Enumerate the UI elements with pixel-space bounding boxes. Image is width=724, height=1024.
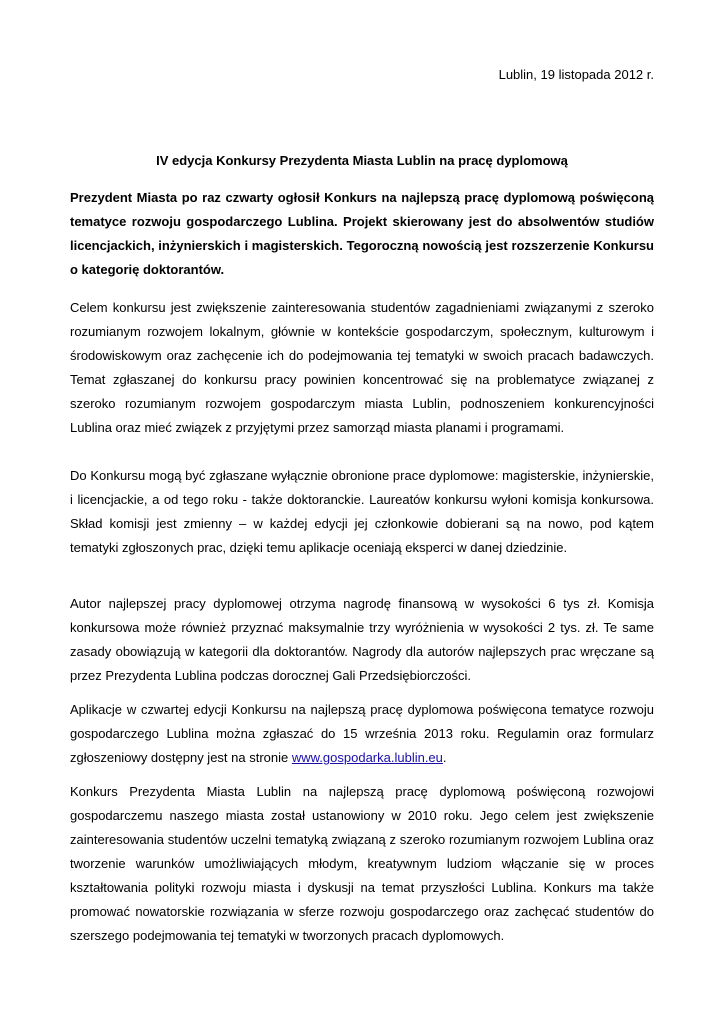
lead-paragraph: Prezydent Miasta po raz czwarty ogłosił Konkurs na najlepszą pracę dyplomową poświęconą tematyce rozwoju gospodarczego Lublina. Projekt skierowany jest do absolwentów studiów licencjackich, inżynierskich i magisterskich. Tegoroczną nowością jest rozszerzenie Konkursu o kategorię doktorantów. [70, 190, 654, 277]
prize-paragraph: Autor najlepszej pracy dyplomowej otrzyma nagrodę finansową w wysokości 6 tys zł. Komisja konkursowa może również przyznać maksymalnie trzy wyróżnienia w wysokości 2 tys. zł. Te same zasady obowiązują w kategorii dla doktorantów. Nagrody dla autorów najlepszych prac wręczane są przez Prezydenta Lublina podczas dorocznej Gali Przedsiębiorczości. [70, 596, 654, 683]
document-title: IV edycja Konkursy Prezydenta Miasta Lublin na pracę dyplomową [156, 153, 568, 168]
application-paragraph [70, 698, 654, 770]
date-line: Lublin, 19 listopada 2012 r. [498, 67, 654, 82]
application-text-end: . [442, 750, 447, 765]
gospodarka-link[interactable]: www.gospodarka.lublin.eu [291, 750, 443, 765]
eligible-works-paragraph: Do Konkursu mogą być zgłaszane wyłącznie obronione prace dyplomowe: magisterskie, inżynierskie, i licencjackie, a od tego roku - także doktoranckie. Laureatów konkursu wyłoni komisja konkursowa. Skład komisji jest zmienny – w każdej edycji jej członkowie dobierani są na nowo, pod kątem tematyki zgłoszonych prac, dzięki temu aplikacje oceniają eksperci w danej dziedzinie. [70, 468, 654, 555]
history-paragraph: Konkurs Prezydenta Miasta Lublin na najlepszą pracę dyplomową poświęconą rozwojowi gospodarczemu naszego miasta został ustanowiony w 2010 roku. Jego celem jest zwiększenie zainteresowania studentów uczelni tematyką związaną z szeroko rozumianym rozwojem Lublina oraz tworzenie warunków umożliwiających młodym, kreatywnym ludziom włączanie się w proces kształtowania polityki rozwoju miasta i dyskusji na temat przyszłości Lublina. Konkurs ma także promować nowatorskie rozwiązania w sferze rozwoju gospodarczego oraz zachęcać studentów do szerszego podejmowania tej tematyki w tworzonych pracach dyplomowych. [70, 784, 654, 943]
application-text: Aplikacje w czwartej edycji Konkursu na najlepszą pracę dyplomowa poświęcona tematyce rozwoju gospodarczego Lublina można zgłaszać do 15 września 2013 roku. Regulamin oraz formularz zgłoszeniowy dostępny jest na stronie [70, 702, 654, 765]
goal-paragraph: Celem konkursu jest zwiększenie zainteresowania studentów zagadnieniami związanymi z szeroko rozumianym rozwojem lokalnym, głównie w kontekście gospodarczym, społecznym, kulturowym i środowiskowym oraz zachęcenie ich do podejmowania tej tematyki w swoich pracach badawczych. Temat zgłaszanej do konkursu pracy powinien koncentrować się na problematyce związanej z szeroko rozumianym rozwojem gospodarczym miasta Lublin, podnoszeniem konkurencyjności Lublina oraz mieć związek z przyjętymi przez samorząd miasta planami i programami. [70, 300, 654, 435]
